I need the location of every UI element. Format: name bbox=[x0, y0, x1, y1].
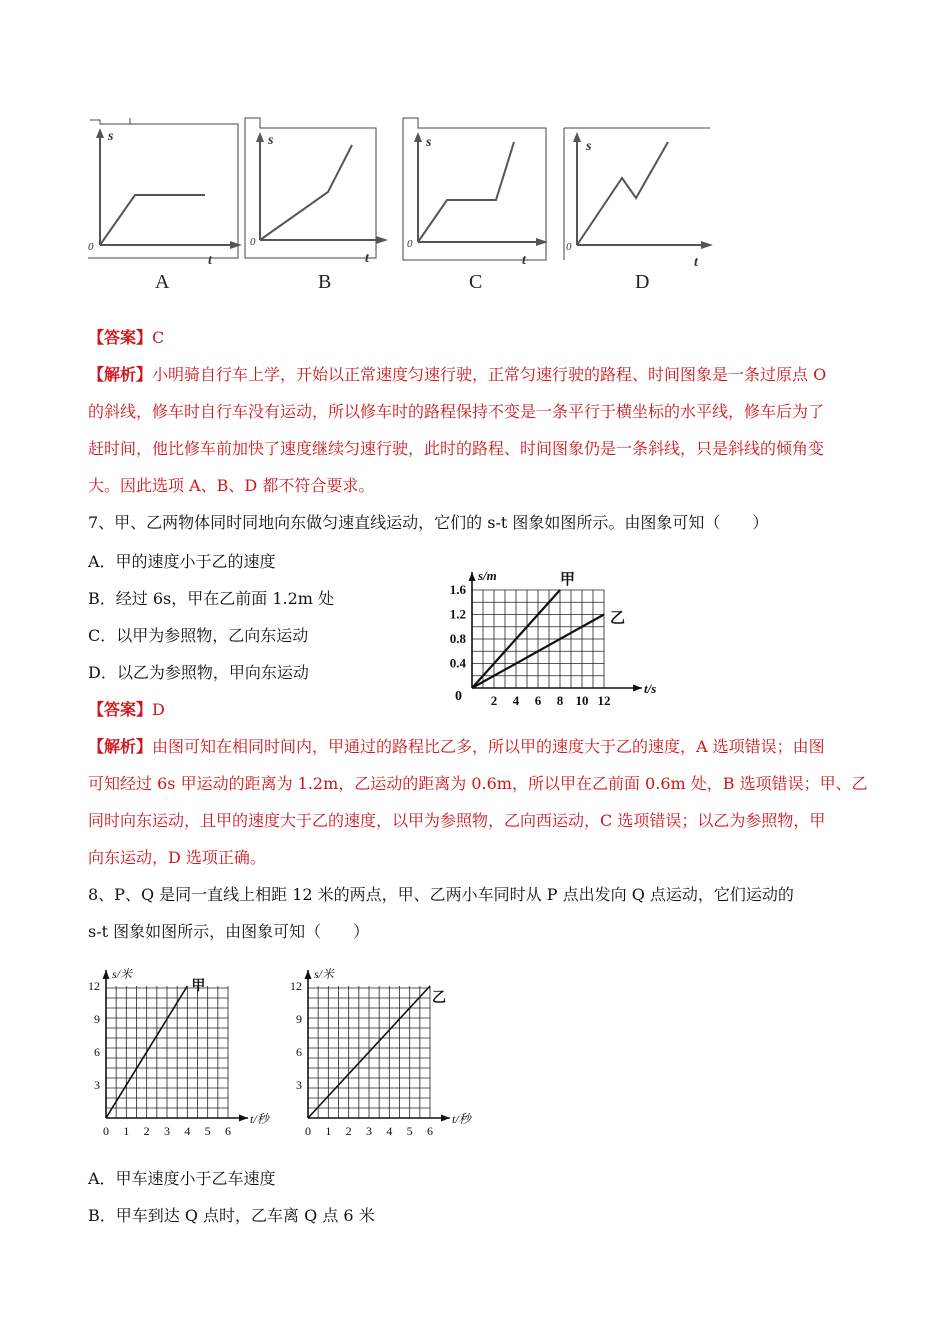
x-tick-label: 3 bbox=[164, 1124, 170, 1138]
graph-b bbox=[260, 135, 380, 240]
y-axis-arrow bbox=[305, 970, 312, 979]
origin-d: 0 bbox=[566, 241, 572, 253]
x-axis-arrow bbox=[239, 1115, 248, 1122]
q7-option-a: A．甲的速度小于乙的速度 bbox=[88, 552, 276, 571]
graph-d bbox=[577, 135, 705, 245]
axis-s-b: s bbox=[268, 133, 274, 148]
y-tick-label: 3 bbox=[296, 1078, 302, 1092]
y-axis-label: s/米 bbox=[314, 967, 335, 981]
y-axis-arrow bbox=[103, 970, 110, 979]
q6-answer bbox=[88, 328, 164, 348]
y-tick-label: 0.4 bbox=[449, 655, 466, 671]
x-tick-label: 8 bbox=[556, 693, 564, 708]
x-tick-label: 1 bbox=[325, 1124, 332, 1138]
q7-analysis-line-1 bbox=[88, 737, 825, 757]
y-axis-label: s/m bbox=[478, 568, 497, 583]
origin-label: 0 bbox=[455, 689, 462, 704]
label-c: C bbox=[469, 271, 483, 293]
q7-option-d: D．以乙为参照物，甲向东运动 bbox=[88, 663, 309, 682]
q6-analysis-text-1: 小明骑自行车上学，开始以正常速度匀速行驶，正常匀速行驶的路程、时间图象是一条过原点 O bbox=[152, 365, 827, 384]
y-tick-label: 9 bbox=[296, 1012, 302, 1026]
q6-analysis-tag: 【解析】 bbox=[88, 365, 153, 384]
q7-option-b: B．经过 6s，甲在乙前面 1.2m 处 bbox=[88, 589, 335, 608]
series-label-甲: 甲 bbox=[191, 979, 206, 994]
x-axis-label: t/s bbox=[644, 681, 657, 696]
y-tick-label: 3 bbox=[94, 1078, 100, 1092]
x-tick-label: 6 bbox=[225, 1124, 231, 1138]
q8-option-a: A．甲车速度小于乙车速度 bbox=[88, 1169, 276, 1188]
y-tick-label: 6 bbox=[296, 1045, 302, 1059]
x-tick-label: 10 bbox=[575, 693, 589, 708]
x-axis-label: t/秒 bbox=[452, 1112, 471, 1126]
q7-analysis-line-4: 向东运动，D 选项正确。 bbox=[88, 848, 266, 867]
q7-analysis-tag: 【解析】 bbox=[88, 737, 153, 756]
q7-analysis-line-3: 同时向东运动，且甲的速度大于乙的速度，以甲为参照物，乙向西运动，C 选项错误；以乙为参照物，甲 bbox=[88, 811, 826, 830]
series-label-乙: 乙 bbox=[432, 991, 446, 1006]
axis-s-a: s bbox=[108, 129, 114, 144]
top-graphs bbox=[80, 110, 730, 300]
q7-option-c: C．以甲为参照物，乙向东运动 bbox=[88, 626, 309, 645]
x-tick-label: 5 bbox=[204, 1124, 211, 1138]
y-tick-label: 0.8 bbox=[449, 631, 466, 646]
axis-s-c: s bbox=[426, 135, 432, 150]
q7-stem: 7、甲、乙两物体同时同地向东做匀速直线运动，它们的 s-t 图象如图所示。由图象可知（ ） bbox=[88, 513, 769, 532]
x-axis-arrow bbox=[441, 1115, 450, 1122]
q7-analysis-line-2: 可知经过 6s 甲运动的距离为 1.2m，乙运动的距离为 0.6m，所以甲在乙前面 0.6m 处，B 选项错误；甲、乙 bbox=[88, 774, 868, 793]
x-tick-label: 6 bbox=[427, 1124, 433, 1138]
x-tick-label: 4 bbox=[512, 693, 520, 708]
label-d: D bbox=[635, 271, 650, 293]
q6-analysis-line-1 bbox=[88, 365, 826, 385]
q8-st-chart-yi bbox=[282, 958, 482, 1148]
y-tick-label: 12 bbox=[88, 979, 100, 993]
y-tick-label: 6 bbox=[94, 1045, 100, 1059]
frame-c bbox=[403, 118, 546, 260]
y-tick-label: 9 bbox=[94, 1012, 100, 1026]
y-axis-arrow bbox=[469, 572, 476, 581]
axis-t-c: t bbox=[522, 253, 526, 268]
origin-b: 0 bbox=[250, 236, 256, 248]
graph-c bbox=[418, 135, 540, 242]
origin-c: 0 bbox=[407, 238, 413, 250]
graph-a bbox=[100, 132, 235, 245]
q6-analysis-line-2: 的斜线，修车时自行车没有运动，所以修车时的路程保持不变是一条平行于横坐标的水平线，修车后为了 bbox=[88, 402, 825, 421]
q8-st-chart-jia bbox=[84, 958, 284, 1148]
y-axis-label: s/米 bbox=[112, 967, 133, 981]
y-tick-label: 12 bbox=[290, 979, 302, 993]
q8-stem-line-2: s-t 图象如图所示，由图象可知（ ） bbox=[88, 922, 370, 941]
x-tick-label: 5 bbox=[406, 1124, 413, 1138]
q8-option-b: B．甲车到达 Q 点时，乙车离 Q 点 6 米 bbox=[88, 1206, 375, 1225]
axis-t-a: t bbox=[208, 253, 212, 268]
frame-a bbox=[90, 118, 130, 124]
x-tick-label: 1 bbox=[123, 1124, 130, 1138]
q6-analysis-line-3: 赶时间，他比修车前加快了速度继续匀速行驶，此时的路程、时间图象仍是一条斜线，只是斜线的倾角变 bbox=[88, 439, 825, 458]
axis-t-b: t bbox=[365, 251, 369, 266]
axis-s-d: s bbox=[586, 139, 592, 154]
q7-analysis-text-1: 由图可知在相同时间内，甲通过的路程比乙多，所以甲的速度大于乙的速度，A 选项错误；由图 bbox=[152, 737, 825, 756]
series-label-甲: 甲 bbox=[560, 572, 576, 588]
q6-answer-value: C bbox=[152, 328, 165, 347]
y-tick-label: 1.6 bbox=[449, 582, 466, 597]
origin-a: 0 bbox=[88, 241, 94, 253]
x-tick-label: 0 bbox=[103, 1124, 109, 1138]
q6-answer-tag: 【答案】 bbox=[88, 328, 153, 347]
q8-stem-line-1: 8、P、Q 是同一直线上相距 12 米的两点，甲、乙两小车同时从 P 点出发向 Q 点运动，它们运动的 bbox=[88, 885, 794, 904]
axis-t-d: t bbox=[694, 255, 698, 270]
x-tick-label: 2 bbox=[490, 693, 498, 708]
label-b: B bbox=[318, 271, 332, 293]
q7-answer-value: D bbox=[152, 700, 165, 719]
label-a: A bbox=[155, 271, 170, 293]
series-label-乙: 乙 bbox=[610, 610, 626, 627]
q7-st-chart bbox=[440, 550, 660, 712]
x-tick-label: 4 bbox=[184, 1124, 191, 1138]
x-tick-label: 2 bbox=[345, 1124, 352, 1138]
q6-analysis-line-4: 大。因此选项 A、B、D 都不符合要求。 bbox=[88, 476, 375, 495]
x-tick-label: 3 bbox=[366, 1124, 372, 1138]
x-tick-label: 2 bbox=[143, 1124, 150, 1138]
q7-answer bbox=[88, 700, 165, 720]
y-tick-label: 1.2 bbox=[449, 606, 466, 622]
x-tick-label: 12 bbox=[597, 693, 611, 708]
x-tick-label: 6 bbox=[534, 693, 542, 708]
x-tick-label: 4 bbox=[386, 1124, 393, 1138]
x-tick-label: 0 bbox=[305, 1124, 311, 1138]
x-axis-label: t/秒 bbox=[250, 1112, 269, 1126]
q7-answer-tag: 【答案】 bbox=[88, 700, 153, 719]
x-axis-arrow bbox=[633, 685, 642, 692]
